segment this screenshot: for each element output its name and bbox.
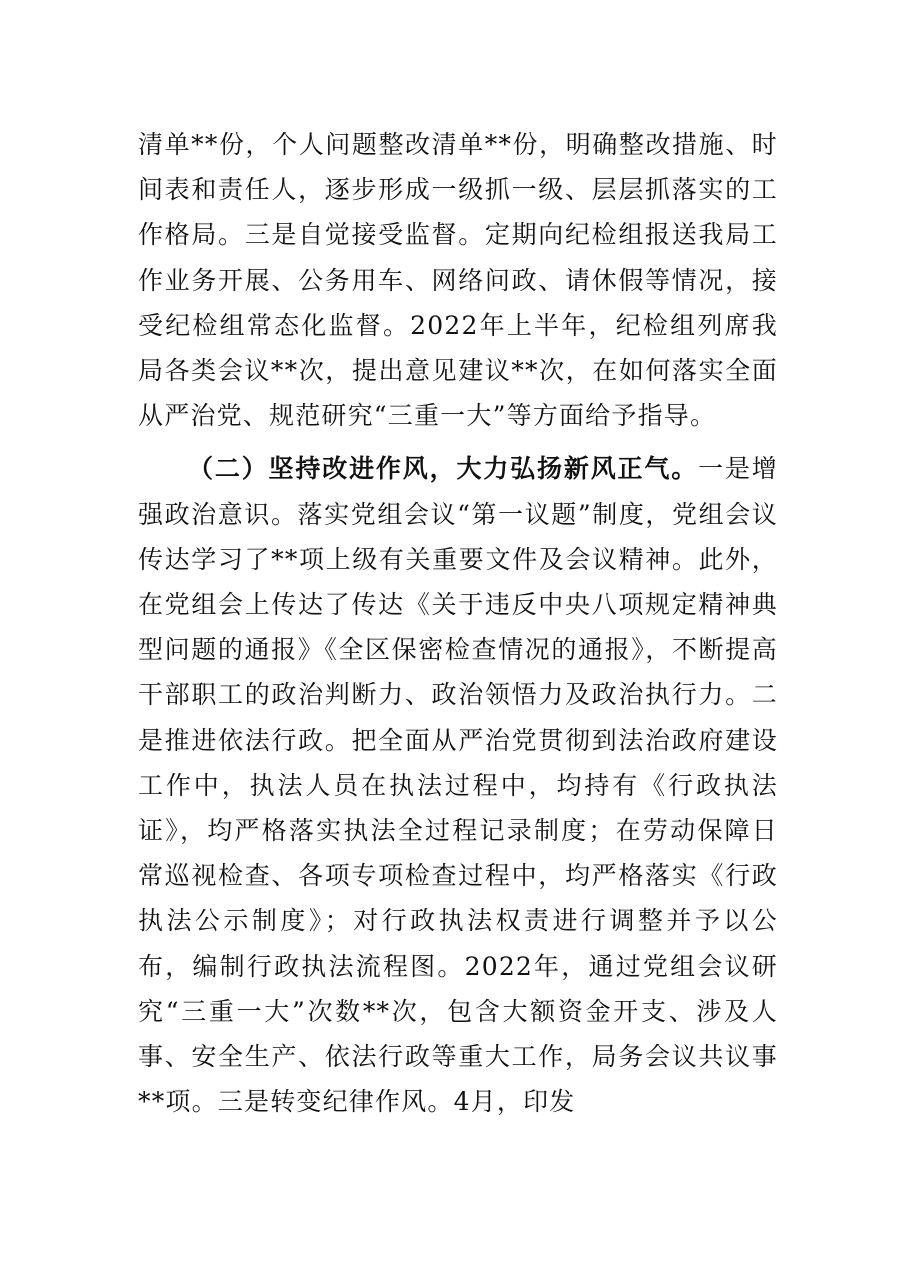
document-body xyxy=(138,122,778,1124)
paragraph-2-text: 一是增强政治意识。落实党组会议“第一议题”制度，党组会议传达学习了**项上级有关重要文件及会议精神。此外，在党组会上传达了传达《关于违反中央八项规定精神典型问题的通报》《全区保密检查情况的通报》，不断提高干部职工的政治判断力、政治领悟力及政治执行力。二是推进依法行政。把全面从严治党贯彻到法治政府建设工作中，执法人员在执法过程中，均持有《行政执法证》，均严格落实执法全过程记录制度；在劳动保障日常巡视检查、各项专项检查过程中，均严格落实《行政执法公示制度》；对行政执法权责进行调整并予以公布，编制行政执法流程图。2022年，通过党组会议研究“三重一大”次数**次，包含大额资金开支、涉及人事、安全生产、依法行政等重大工作，局务会议共议事**项。三是转变纪律作风。4月，印发 xyxy=(138,454,778,1117)
paragraph-continuation xyxy=(138,122,778,438)
section-heading: （二）坚持改进作风，大力弘扬新风正气。 xyxy=(188,454,699,484)
paragraph-1-text: 清单**份，个人问题整改清单**份，明确整改措施、时间表和责任人，逐步形成一级抓一级、层层抓落实的工作格局。三是自觉接受监督。定期向纪检组报送我局工作业务开展、公务用车、网络问政、请休假等情况，接受纪检组常态化监督。2022年上半年，纪检组列席我局各类会议**次，提出意见建议**次，在如何落实全面从严治党、规范研究“三重一大”等方面给予指导。 xyxy=(138,130,778,431)
paragraph-section-two xyxy=(138,446,778,1124)
